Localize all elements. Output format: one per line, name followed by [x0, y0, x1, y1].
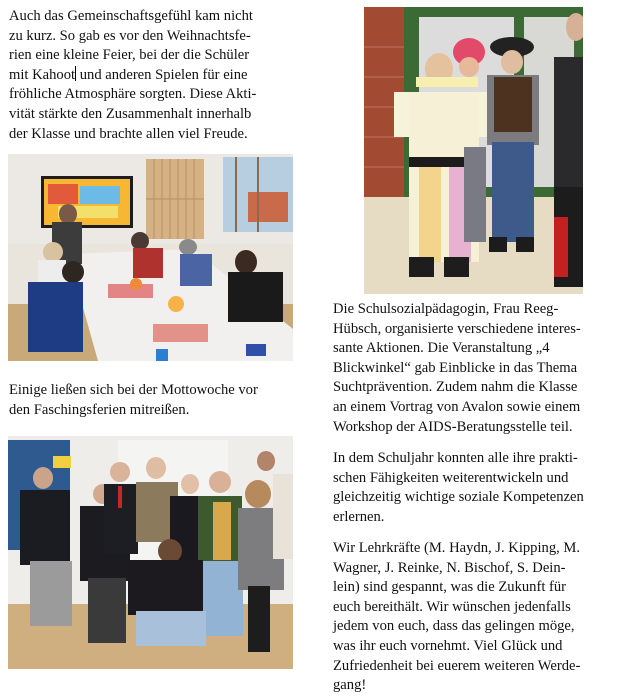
- text-cursor: [75, 66, 76, 81]
- paragraph-christmas-party: [9, 7, 299, 144]
- paragraph-text: Auch das Gemeinschaftsgefühl kam nicht zu kurz. So gab es vor den Weihnachtsfe- rien eine kleine Feier, bei der die Schüler mit Kahoot: [9, 8, 253, 83]
- paragraph-teachers-wishes: Wir Lehrkräfte (M. Haydn, J. Kipping, M. Wagner, J. Reinke, N. Bischof, S. Dein- lein) sind gespannt, was die Zukunft für euch bereithält. Wir wünschen jedenfalls jedem von euch, dass das gelingen möge, was ihr euch vornehmt. Viel Glück und Zufriedenheit bei euerem weiteren Werde- gang!: [333, 540, 581, 694]
- paragraph-skills: In dem Schuljahr konnten alle ihre prakti- schen Fähigkeiten weiterentwickeln und gleichzeitig wichtige soziale Kompetenzen erlernen.: [333, 450, 584, 525]
- group-photo-image: [8, 436, 293, 669]
- paragraph-text: und anderen Spielen für eine fröhliche Atmosphäre sorgten. Diese Akti- vität stärkte den Zusammenhalt innerhalb der Klasse und brachte allen viel Freude.: [9, 66, 257, 142]
- costume-party-image: [364, 7, 583, 294]
- classroom-party-image: [8, 154, 293, 361]
- photo-costumes: [364, 7, 583, 294]
- paragraph-social-work: Die Schulsozialpädagogin, Frau Reeg- Hübsch, organisierte verschiedene interes- sante Aktionen. Die Veranstaltung „4 Blickwinkel“ gab Einblicke in das Thema Suchtprävention. Zudem nahm die Klasse an einem Vortrag von Avalon sowie einem Workshop der AIDS-Beratungsstelle teil.: [333, 301, 581, 435]
- photo-group: [8, 436, 293, 669]
- paragraph-motto-week: Einige ließen sich bei der Mottowoche vor den Faschingsferien mitreißen.: [9, 382, 258, 418]
- photo-christmas-party: [8, 154, 293, 361]
